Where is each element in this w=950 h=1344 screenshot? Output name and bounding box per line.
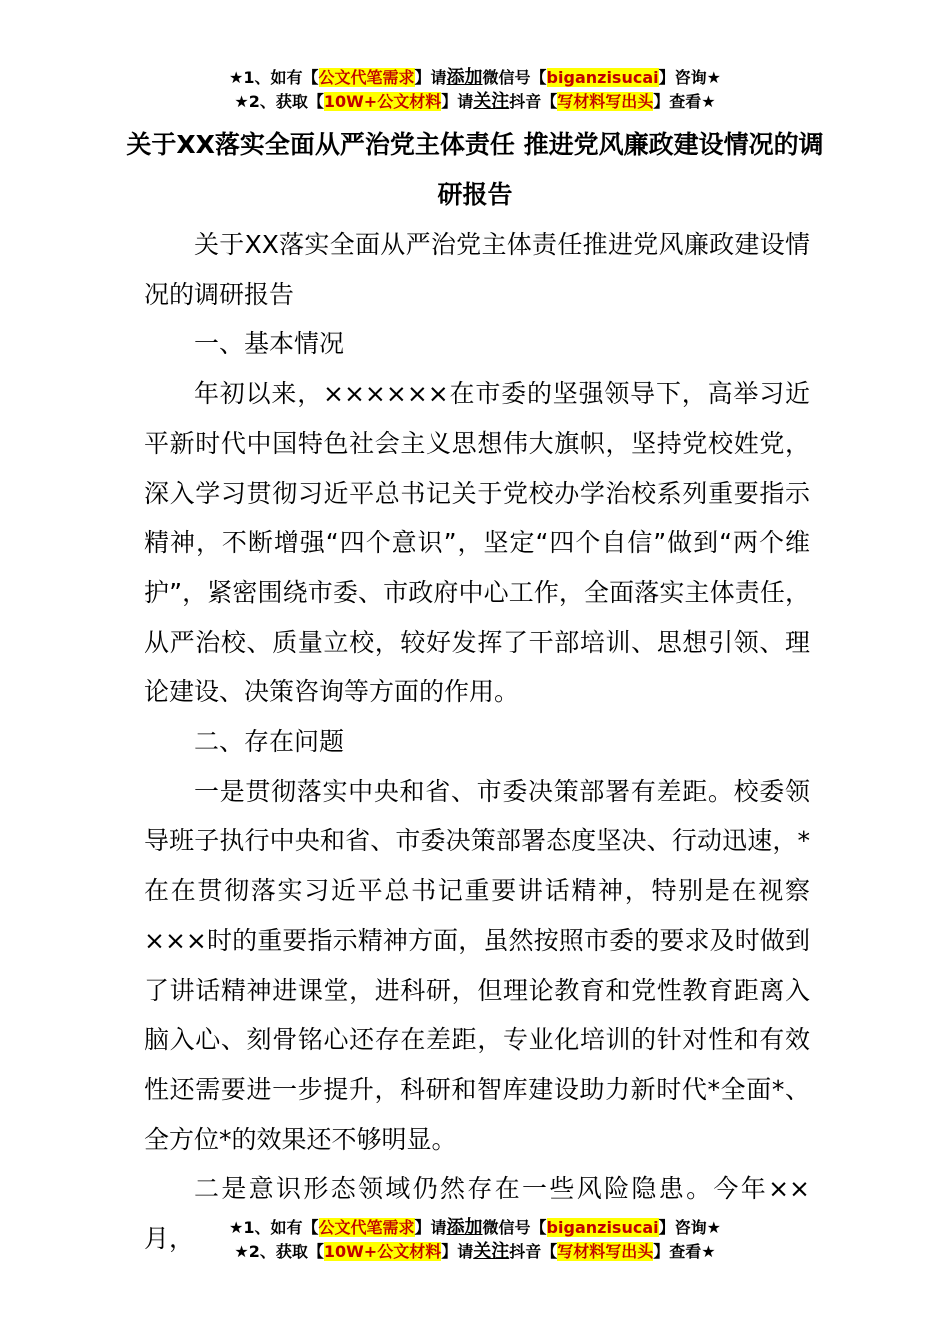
promo-text: 微信号【 <box>482 68 547 87</box>
promo-highlight: 10W+公文材料 <box>323 1242 442 1261</box>
promo-line-2 <box>0 1240 950 1264</box>
paragraph-basic-situation: 年初以来，××××××在市委的坚强领导下，高举习近平新时代中国特色社会主义思想伟大旗帜，坚持党校姓党，深入学习贯彻习近平总书记关于党校办学治校系列重要指示精神，不断增强“四个意识”，坚定“四个自信”做到“两个维护”，紧密围绕市委、市政府中心工作，全面落实主体责任，从严治校、质量立校，较好发挥了干部培训、思想引领、理论建设、决策咨询等方面的作用。 <box>144 379 810 707</box>
promo-text: 】咨询★ <box>658 1218 721 1237</box>
promo-emphasis: 关注 <box>473 1241 510 1262</box>
promo-douyin-id: 写材料写出头 <box>557 92 654 111</box>
promo-line-2 <box>0 90 950 114</box>
promo-text: 抖音【 <box>509 1242 558 1261</box>
promo-emphasis: 关注 <box>473 91 510 112</box>
paragraph-subtitle: 关于XX落实全面从严治党主体责任推进党风廉政建设情况的调研报告 <box>144 230 810 309</box>
promo-wechat-id: biganzisucai <box>546 68 659 87</box>
promo-highlight: 公文代笔需求 <box>318 1218 415 1237</box>
promo-emphasis: 添加 <box>446 1217 483 1238</box>
promo-text: ★1、如有【 <box>229 1218 319 1237</box>
promo-highlight: 10W+公文材料 <box>323 92 442 111</box>
promo-text: 】请 <box>414 1218 447 1237</box>
promo-text: 抖音【 <box>509 92 558 111</box>
paragraph-problem-2: 二是意识形态领域仍然存在一些风险隐患。今年××月， <box>144 1174 810 1254</box>
document-body <box>144 220 810 1264</box>
promo-wechat-id: biganzisucai <box>546 1218 659 1237</box>
promo-text: 】咨询★ <box>658 68 721 87</box>
promo-text: 】请 <box>441 1242 474 1261</box>
promo-douyin-id: 写材料写出头 <box>557 1242 654 1261</box>
promo-highlight: 公文代笔需求 <box>318 68 415 87</box>
promo-text: ★2、获取【 <box>234 92 324 111</box>
promo-text: 】请 <box>414 68 447 87</box>
document-title: 关于XX落实全面从严治党主体责任 推进党风廉政建设情况的调研报告 <box>126 130 824 209</box>
promo-line-1 <box>0 1216 950 1240</box>
promo-text: 】请 <box>441 92 474 111</box>
promo-text: 微信号【 <box>482 1218 547 1237</box>
promo-emphasis: 添加 <box>446 67 483 88</box>
bottom-promo-banner <box>0 1216 950 1264</box>
promo-line-1 <box>0 66 950 90</box>
section-heading-basic-situation: 一、基本情况 <box>194 329 345 359</box>
promo-text: ★1、如有【 <box>229 68 319 87</box>
paragraph-problem-1: 一是贯彻落实中央和省、市委决策部署有差距。校委领导班子执行中央和省、市委决策部署态度坚决、行动迅速，*在在贯彻落实习近平总书记重要讲话精神，特别是在视察×××时的重要指示精神方面，虽然按照市委的要求及时做到了讲话精神进课堂，进科研，但理论教育和党性教育距离入脑入心、刻骨铭心还存在差距，专业化培训的针对性和有效性还需要进一步提升，科研和智库建设助力新时代*全面*、全方位*的效果还不够明显。 <box>144 776 810 1154</box>
promo-text: 】查看★ <box>653 92 716 111</box>
top-promo-banner <box>0 66 950 114</box>
promo-text: ★2、获取【 <box>234 1242 324 1261</box>
promo-text: 】查看★ <box>653 1242 716 1261</box>
section-heading-problems: 二、存在问题 <box>194 727 345 757</box>
